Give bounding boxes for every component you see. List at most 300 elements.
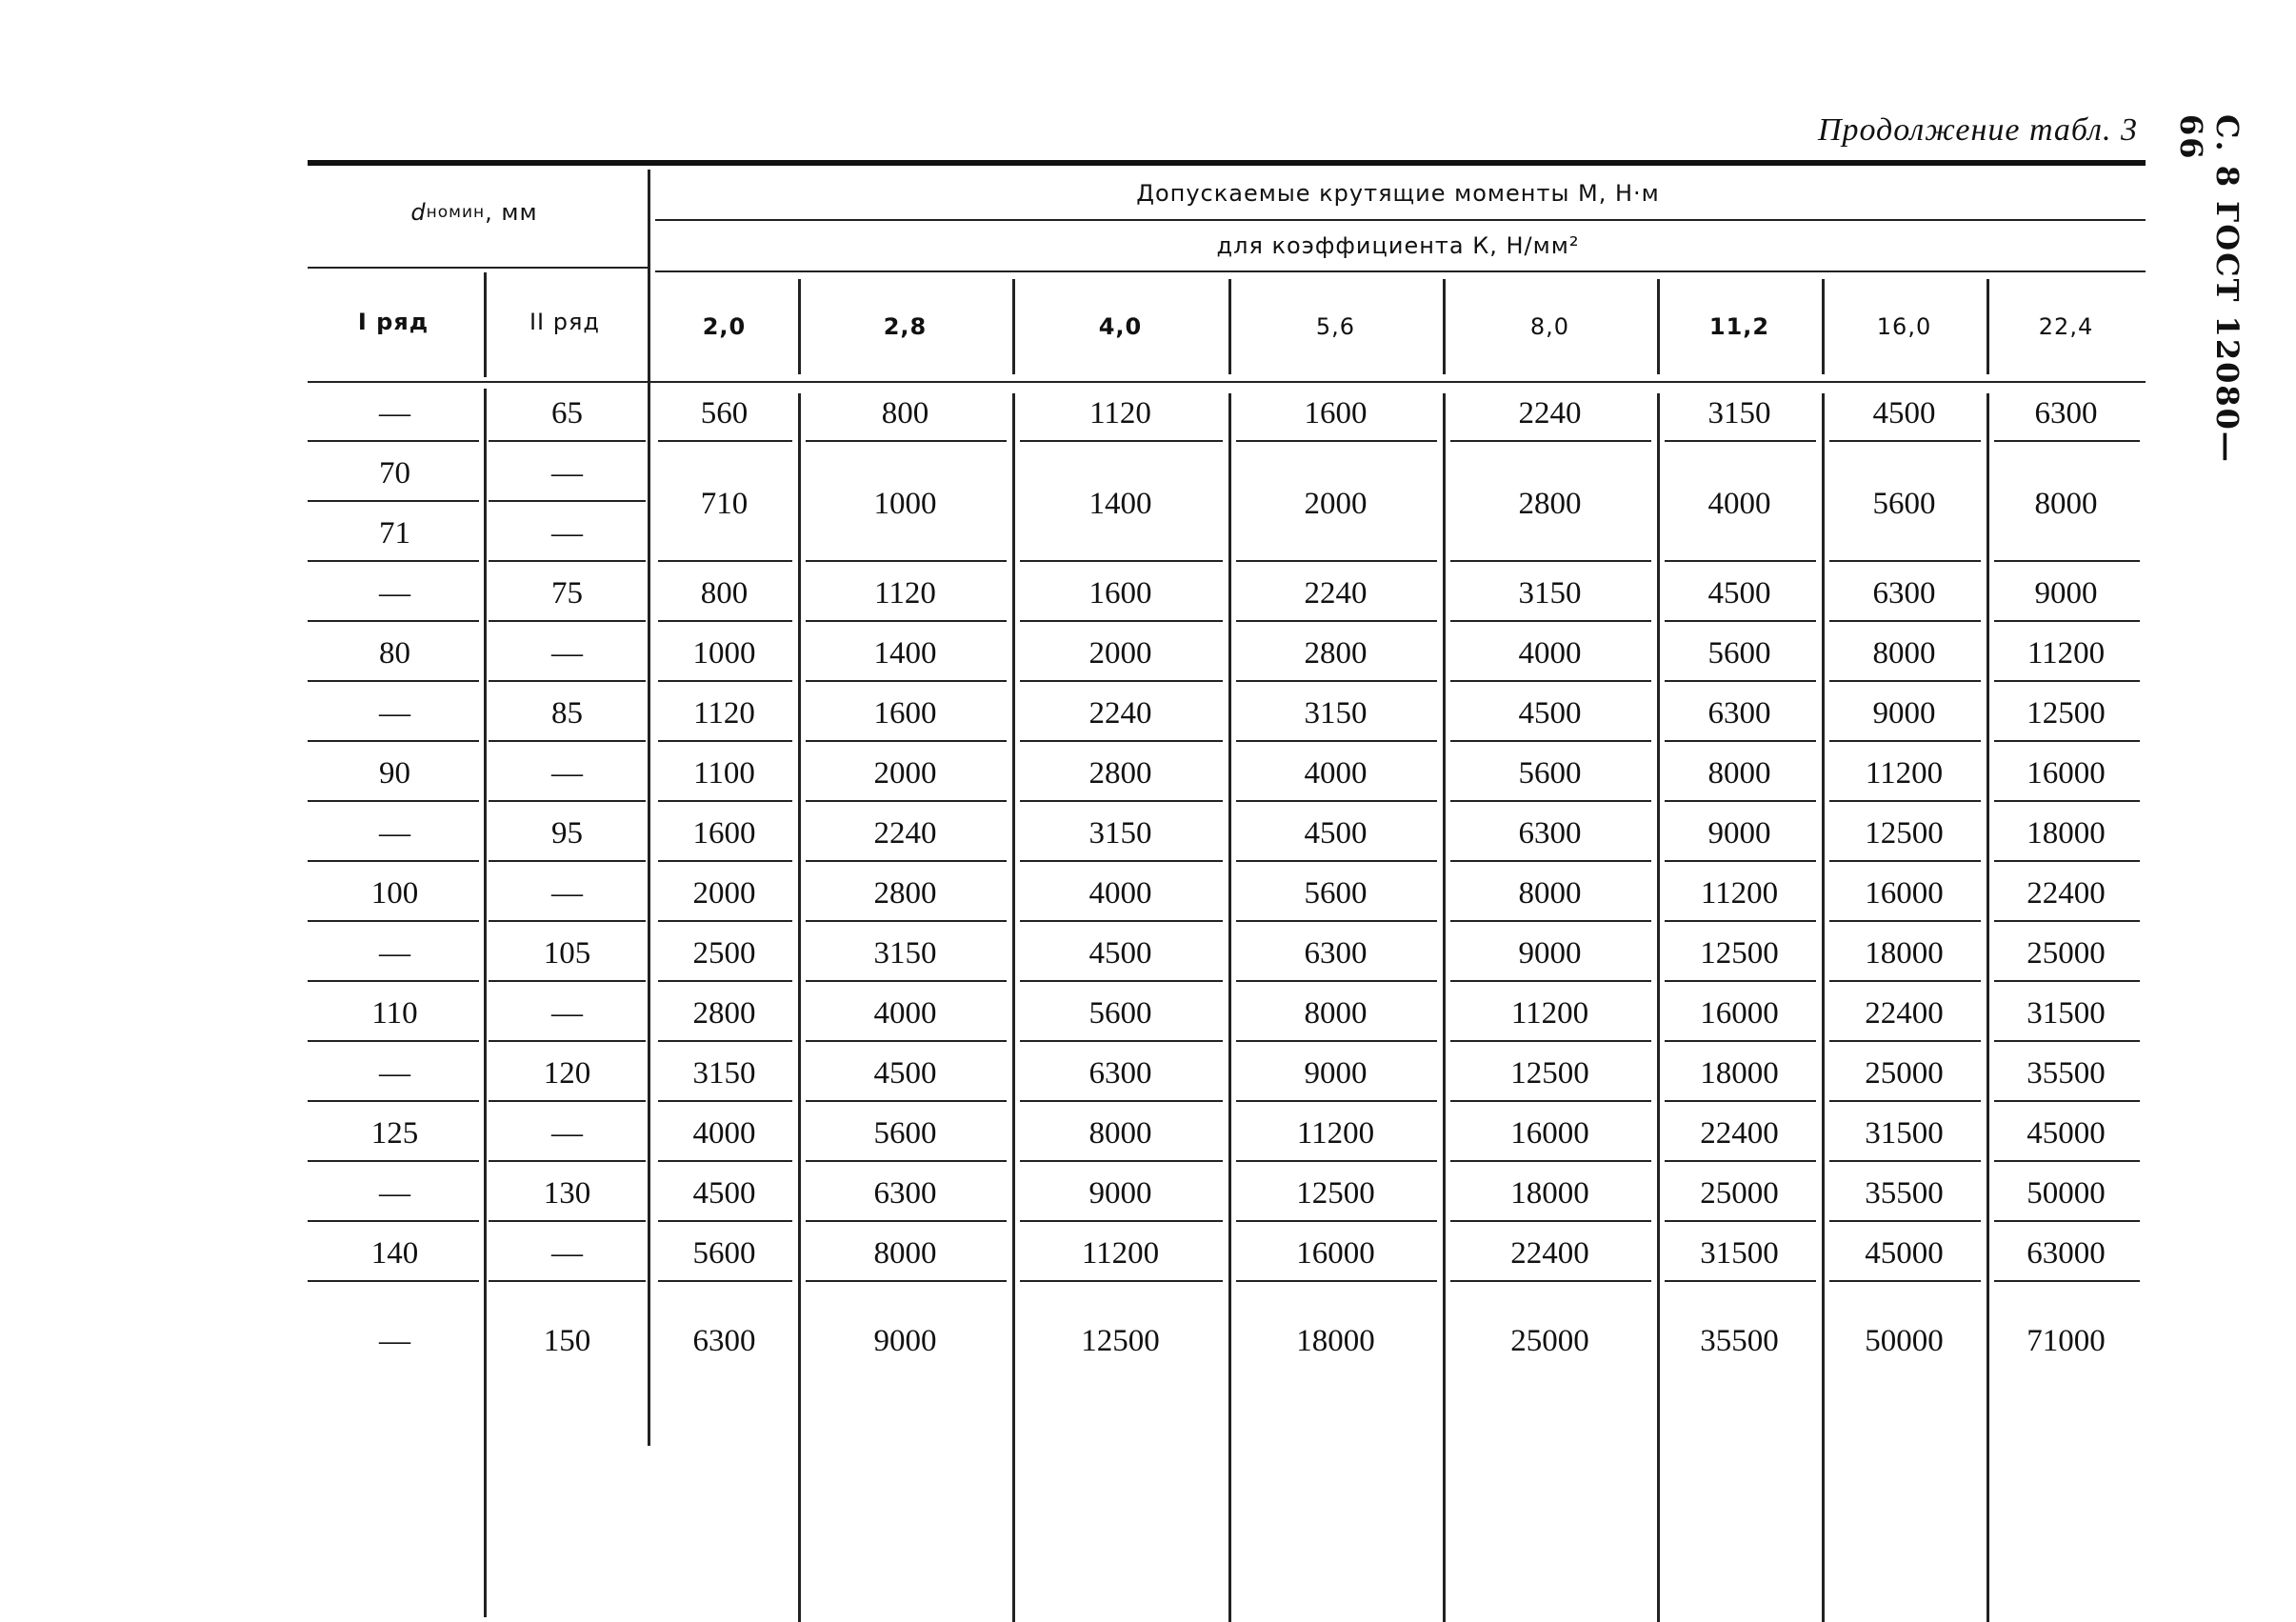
torque-value: 3150 (1518, 576, 1582, 611)
torque-value: 9000 (873, 1323, 937, 1358)
torque-value: 5600 (1518, 756, 1582, 791)
row1-value: 100 (370, 876, 419, 911)
row-rule (1829, 1160, 1981, 1162)
row-rule (1020, 1280, 1223, 1282)
row-rule (1236, 800, 1437, 802)
row-rule (1829, 440, 1981, 442)
row-rule (1829, 1280, 1981, 1282)
torque-value: 4000 (1088, 876, 1152, 911)
row-rule (658, 920, 792, 922)
row-rule (1994, 440, 2140, 442)
value-column-divider (1987, 393, 1989, 1622)
torque-value: 6300 (1304, 936, 1368, 971)
torque-value: 50000 (1865, 1323, 1944, 1358)
row-rule (806, 1280, 1007, 1282)
torque-value: 2800 (873, 876, 937, 911)
row2-value: — (551, 996, 583, 1031)
torque-value: 2240 (1304, 576, 1368, 611)
row2-header: II ряд (529, 309, 601, 335)
torque-value: 22400 (1700, 1116, 1779, 1151)
row-rule (1236, 980, 1437, 982)
row2-value: — (551, 876, 583, 911)
torque-value: 1000 (692, 636, 756, 671)
torque-value: 4000 (1707, 486, 1771, 521)
row-rule (1829, 1040, 1981, 1042)
coefficient-8-0: 8,0 (1529, 313, 1570, 340)
coefficient-header-text: для коэффициента К, Н/мм² (1216, 232, 1580, 259)
torque-value: 5600 (692, 1236, 756, 1271)
torque-value: 5600 (1707, 636, 1771, 671)
torque-value: 71000 (2026, 1323, 2106, 1358)
header-rule-left (308, 267, 648, 269)
row-rule (489, 560, 646, 562)
row1-value: 90 (379, 756, 410, 791)
row-rule (1236, 1100, 1437, 1102)
value-column-divider (1012, 393, 1015, 1622)
row-rule (658, 1280, 792, 1282)
row2-value: — (551, 456, 583, 491)
row-rule (1450, 920, 1651, 922)
column-divider-d (648, 170, 650, 1446)
row2-value: — (551, 516, 583, 551)
row-rule (806, 800, 1007, 802)
torque-value: 4500 (1304, 816, 1368, 851)
torque-value: 8000 (1088, 1116, 1152, 1151)
torque-value: 25000 (2026, 936, 2106, 971)
row-rule (308, 860, 479, 862)
torque-value: 16000 (1510, 1116, 1589, 1151)
coef-header-divider (1012, 279, 1015, 374)
row-rule (489, 740, 646, 742)
torque-value: 11200 (2026, 636, 2106, 671)
row-rule (308, 1100, 479, 1102)
row-rule (1829, 980, 1981, 982)
row-rule (489, 620, 646, 622)
torque-value: 4500 (1518, 696, 1582, 731)
column-divider-rows (484, 389, 487, 1617)
row-rule (658, 1220, 792, 1222)
torque-value: 8000 (1707, 756, 1771, 791)
torque-value: 6300 (873, 1176, 937, 1211)
row1-value: — (379, 1176, 410, 1211)
row2-value: — (551, 756, 583, 791)
torque-value: 2000 (873, 756, 937, 791)
row-rule (1236, 560, 1437, 562)
torque-value: 2240 (1518, 396, 1582, 431)
row1-value: — (379, 816, 410, 851)
row-rule (1450, 1040, 1651, 1042)
row-rule (308, 740, 479, 742)
row-rule (1450, 860, 1651, 862)
row1-value: 80 (379, 636, 410, 671)
torque-value: 4500 (692, 1176, 756, 1211)
torque-value: 1120 (1089, 396, 1151, 431)
row2-value: 105 (543, 936, 591, 971)
torque-value: 1120 (693, 696, 755, 731)
row1-header: I ряд (357, 309, 429, 335)
row2-value: 75 (551, 576, 583, 611)
row-rule (1665, 1220, 1816, 1222)
torque-value: 6300 (1518, 816, 1582, 851)
row-rule-label (489, 500, 646, 502)
row-rule (1450, 620, 1651, 622)
torque-value: 63000 (2026, 1236, 2106, 1271)
row-rule (1020, 800, 1223, 802)
torque-value: 18000 (1296, 1323, 1375, 1358)
row-rule (1450, 800, 1651, 802)
row-rule (806, 440, 1007, 442)
torque-value: 3150 (873, 936, 937, 971)
page-standard-label (2173, 114, 2246, 495)
torque-value: 9000 (1872, 696, 1936, 731)
torque-value: 12500 (2026, 696, 2106, 731)
row-rule (806, 680, 1007, 682)
torque-value: 18000 (1865, 936, 1944, 971)
row1-value: — (379, 396, 410, 431)
row-rule (489, 1220, 646, 1222)
row-rule (308, 560, 479, 562)
d-symbol: d (410, 199, 427, 226)
row-rule (1994, 980, 2140, 982)
value-column-divider (1822, 393, 1825, 1622)
torque-value: 2800 (692, 996, 756, 1031)
row-rule (806, 620, 1007, 622)
row-rule (1450, 680, 1651, 682)
d-unit: , мм (485, 199, 538, 226)
torque-value: 800 (700, 576, 749, 611)
torque-value: 2800 (1518, 486, 1582, 521)
torque-value: 9000 (2034, 576, 2098, 611)
torque-value: 6300 (2034, 396, 2098, 431)
row-rule (658, 740, 792, 742)
torque-value: 16000 (1700, 996, 1779, 1031)
coefficient-2-0: 2,0 (702, 313, 747, 340)
torque-value: 11200 (1296, 1116, 1375, 1151)
torque-value: 1100 (693, 756, 755, 791)
value-column-divider (798, 393, 801, 1622)
d-subscript: номин (426, 203, 486, 222)
row-rule (308, 920, 479, 922)
torque-value: 25000 (1700, 1176, 1779, 1211)
coef-header-divider (798, 279, 801, 374)
torque-value: 2800 (1088, 756, 1152, 791)
row1-value: 110 (371, 996, 418, 1031)
coefficient-22-4: 22,4 (2038, 313, 2094, 340)
torque-value: 18000 (1510, 1176, 1589, 1211)
coef-header-divider (1443, 279, 1446, 374)
standard-number-text: С. 8 ГОСТ 12080—66 (2173, 114, 2246, 464)
row-rule (1829, 620, 1981, 622)
row-rule (489, 980, 646, 982)
row-rule (1450, 1100, 1651, 1102)
row2-value: 150 (543, 1323, 591, 1358)
coefficient-5-6: 5,6 (1315, 313, 1356, 340)
row-rule (1665, 920, 1816, 922)
row-rule (1829, 920, 1981, 922)
torque-value: 6300 (692, 1323, 756, 1358)
row-rule (1994, 1160, 2140, 1162)
torque-value: 4500 (1088, 936, 1152, 971)
row1-value: — (379, 696, 410, 731)
row-rule (308, 1040, 479, 1042)
table-top-rule (308, 160, 2146, 166)
row-rule (806, 740, 1007, 742)
row-rule (1829, 860, 1981, 862)
torque-value: 35500 (1700, 1323, 1779, 1358)
coefficient-2-8: 2,8 (883, 313, 928, 340)
torque-value: 25000 (1510, 1323, 1589, 1358)
row-rule (1020, 620, 1223, 622)
row-rule (658, 680, 792, 682)
row-rule (806, 1040, 1007, 1042)
row-rule (1994, 1100, 2140, 1102)
row2-value: 65 (551, 396, 583, 431)
header-rule-torque (655, 219, 2146, 221)
coef-header-divider (1987, 279, 1989, 374)
torque-value: 2240 (1088, 696, 1152, 731)
row-rule (1665, 1280, 1816, 1282)
value-column-divider (1657, 393, 1660, 1622)
row-rule (1665, 1040, 1816, 1042)
torque-value: 1600 (873, 696, 937, 731)
row-rule (1994, 740, 2140, 742)
torque-value: 6300 (1088, 1056, 1152, 1091)
row-rule (1665, 1160, 1816, 1162)
torque-value: 2000 (1088, 636, 1152, 671)
row-rule (1236, 440, 1437, 442)
row-rule (1994, 620, 2140, 622)
torque-value: 2000 (692, 876, 756, 911)
row-rule (489, 1040, 646, 1042)
torque-value: 16000 (1865, 876, 1944, 911)
row-rule (806, 980, 1007, 982)
row2-value: 95 (551, 816, 583, 851)
torque-value: 4000 (873, 996, 937, 1031)
torque-value: 1000 (873, 486, 937, 521)
row1-value: — (379, 1323, 410, 1358)
row-rule (489, 860, 646, 862)
row-rule (1994, 800, 2140, 802)
row-rule (1020, 920, 1223, 922)
row-rule (1665, 1100, 1816, 1102)
torque-value: 1120 (874, 576, 936, 611)
torque-value: 2800 (1304, 636, 1368, 671)
row-rule (308, 800, 479, 802)
row-rule (308, 680, 479, 682)
row-rule (1665, 740, 1816, 742)
row-rule (1020, 560, 1223, 562)
row-rule (1236, 620, 1437, 622)
row-rule (806, 1100, 1007, 1102)
row-rule (489, 1100, 646, 1102)
torque-value: 1600 (1304, 396, 1368, 431)
torque-value: 1600 (1088, 576, 1152, 611)
row1-value: 125 (370, 1116, 419, 1151)
header-rule-coef (655, 270, 2146, 272)
torque-value: 11200 (1510, 996, 1589, 1031)
row-rule (489, 920, 646, 922)
torque-value: 12500 (1865, 816, 1944, 851)
row-rule (1994, 1280, 2140, 1282)
row-rule (658, 860, 792, 862)
row-rule (1236, 860, 1437, 862)
row-rule (1236, 680, 1437, 682)
torque-value: 800 (881, 396, 929, 431)
torque-value: 2000 (1304, 486, 1368, 521)
row1-value: — (379, 936, 410, 971)
row-rule (308, 1280, 479, 1282)
row-rule (1236, 1040, 1437, 1042)
row2-value: 120 (543, 1056, 591, 1091)
row-rule (1665, 800, 1816, 802)
row-rule (1236, 1280, 1437, 1282)
torque-value: 1400 (873, 636, 937, 671)
torque-value: 18000 (1700, 1056, 1779, 1091)
torque-value: 4000 (692, 1116, 756, 1151)
row-rule (1236, 1160, 1437, 1162)
torque-value: 2500 (692, 936, 756, 971)
table-continuation-caption: Продолжение табл. 3 (1817, 112, 2138, 148)
row-rule (1994, 920, 2140, 922)
row-rule (658, 440, 792, 442)
row1-value: 70 (379, 456, 410, 491)
torque-value: 5600 (1304, 876, 1368, 911)
row-rule (1829, 1220, 1981, 1222)
value-column-divider (1228, 393, 1231, 1622)
torque-value: 8000 (1304, 996, 1368, 1031)
row-rule (1020, 1160, 1223, 1162)
torque-value: 5600 (873, 1116, 937, 1151)
row-rule (1236, 740, 1437, 742)
row-rule (658, 560, 792, 562)
coefficient-header (650, 222, 2146, 270)
torque-value: 3150 (1304, 696, 1368, 731)
row-rule (806, 1160, 1007, 1162)
row-rule-label (308, 500, 479, 502)
torque-value: 35500 (2026, 1056, 2106, 1091)
torque-value: 16000 (1296, 1236, 1375, 1271)
row-rule (308, 1160, 479, 1162)
torque-value: 6300 (1872, 576, 1936, 611)
coef-header-divider (1228, 279, 1231, 374)
torque-value: 8000 (1518, 876, 1582, 911)
value-column-divider (1443, 393, 1446, 1622)
torque-value: 22400 (1510, 1236, 1589, 1271)
torque-value: 9000 (1088, 1176, 1152, 1211)
torque-value: 6300 (1707, 696, 1771, 731)
torque-value: 9000 (1707, 816, 1771, 851)
row-rule (1994, 1220, 2140, 1222)
row1-value: — (379, 576, 410, 611)
torque-value: 50000 (2026, 1176, 2106, 1211)
row-rule (1829, 560, 1981, 562)
torque-value: 12500 (1081, 1323, 1160, 1358)
header-bottom-rule (308, 381, 2146, 383)
torque-value: 3150 (692, 1056, 756, 1091)
torque-value: 22400 (2026, 876, 2106, 911)
row2-value: 85 (551, 696, 583, 731)
torque-value: 22400 (1865, 996, 1944, 1031)
torque-value: 4500 (1707, 576, 1771, 611)
coefficient-11-2: 11,2 (1708, 313, 1770, 340)
row-rule (1994, 560, 2140, 562)
row-rule (489, 680, 646, 682)
row2-value: 130 (543, 1176, 591, 1211)
row-rule (1450, 980, 1651, 982)
torque-value: 4000 (1304, 756, 1368, 791)
row-rule (806, 860, 1007, 862)
torque-value: 8000 (2034, 486, 2098, 521)
torque-value: 25000 (1865, 1056, 1944, 1091)
torque-value: 5600 (1872, 486, 1936, 521)
row-rule (658, 620, 792, 622)
torque-value: 9000 (1518, 936, 1582, 971)
row2-value: — (551, 1116, 583, 1151)
row-rule (1829, 680, 1981, 682)
row-rule (1450, 740, 1651, 742)
coef-header-divider (1822, 279, 1825, 374)
row-rule (1020, 1040, 1223, 1042)
torque-value: 11200 (1865, 756, 1944, 791)
torque-value: 8000 (873, 1236, 937, 1271)
torque-value: 560 (700, 396, 749, 431)
row-rule (308, 620, 479, 622)
row-rule (1665, 680, 1816, 682)
row-rule (1020, 680, 1223, 682)
row1-value: — (379, 1056, 410, 1091)
row-rule (1994, 1040, 2140, 1042)
torque-value: 31500 (1865, 1116, 1944, 1151)
torque-value: 45000 (1865, 1236, 1944, 1271)
column-divider-rows-header (484, 272, 487, 377)
row-rule (658, 1040, 792, 1042)
torque-value: 11200 (1700, 876, 1779, 911)
row-rule (308, 1220, 479, 1222)
row-rule (1994, 860, 2140, 862)
row-rule (489, 800, 646, 802)
row-rule (489, 1160, 646, 1162)
row-rule (1665, 620, 1816, 622)
row-rule (806, 560, 1007, 562)
row-rule (1829, 800, 1981, 802)
torque-value: 8000 (1872, 636, 1936, 671)
row-rule (806, 920, 1007, 922)
torque-value: 3150 (1088, 816, 1152, 851)
row-rule (1450, 560, 1651, 562)
torque-value: 31500 (2026, 996, 2106, 1031)
row-rule (1829, 1100, 1981, 1102)
torque-value: 12500 (1510, 1056, 1589, 1091)
row-rule (1665, 440, 1816, 442)
torque-value: 12500 (1296, 1176, 1375, 1211)
torque-value: 11200 (1081, 1236, 1160, 1271)
row-rule (489, 1280, 646, 1282)
torque-value: 710 (700, 486, 749, 521)
row2-value: — (551, 1236, 583, 1271)
row-rule (658, 1160, 792, 1162)
torque-value: 31500 (1700, 1236, 1779, 1271)
row-rule (1020, 740, 1223, 742)
torque-value: 2240 (873, 816, 937, 851)
row-rule (1450, 1280, 1651, 1282)
torque-value: 3150 (1707, 396, 1771, 431)
coefficient-4-0: 4,0 (1098, 313, 1143, 340)
coef-header-divider (1657, 279, 1660, 374)
row-rule (1994, 680, 2140, 682)
torque-value: 1600 (692, 816, 756, 851)
row2-value: — (551, 636, 583, 671)
row-rule (1450, 1220, 1651, 1222)
